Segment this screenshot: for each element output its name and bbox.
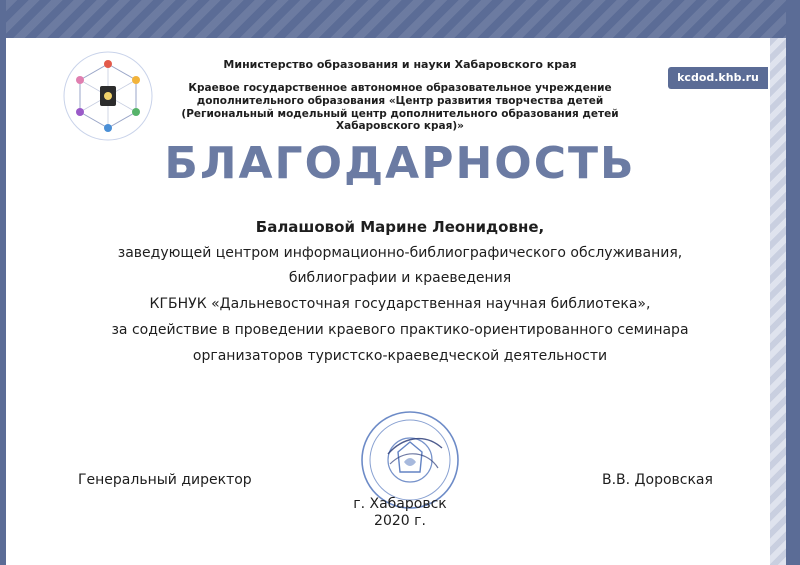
website-label: kcdod.khb.ru bbox=[668, 67, 768, 89]
year: 2020 г. bbox=[374, 513, 426, 529]
ministry-name: Министерство образования и науки Хабаровского края bbox=[223, 58, 577, 71]
institution-line-2: дополнительного образования «Центр развития творчества детей bbox=[196, 95, 604, 107]
recipient-name: Балашовой Марине Леонидовне, bbox=[255, 218, 545, 236]
institution-line-3: (Региональный модельный центр дополнительного образования детей Хабаровского края)» bbox=[181, 108, 619, 132]
signer-name: В.В. Доровская bbox=[602, 472, 713, 488]
director-label: Генеральный директор bbox=[78, 472, 252, 488]
body-line-2: библиографии и краеведения bbox=[288, 270, 512, 286]
body-line-3: КГБНУК «Дальневосточная государственная научная библиотека», bbox=[149, 296, 651, 312]
city: г. Хабаровск bbox=[353, 496, 447, 512]
top-band-pattern bbox=[6, 0, 786, 38]
body-line-5: организаторов туристско-краеведческой деятельности bbox=[192, 348, 608, 364]
certificate-title: БЛАГОДАРНОСТЬ bbox=[164, 138, 636, 189]
body-line-1: заведующей центром информационно-библиографического обслуживания, bbox=[117, 245, 683, 261]
right-band bbox=[786, 0, 800, 565]
right-band-pattern bbox=[770, 38, 786, 565]
institution-line-1: Краевое государственное автономное образовательное учреждение bbox=[188, 82, 612, 94]
body-line-4: за содействие в проведении краевого практико-ориентированного семинара bbox=[111, 322, 689, 338]
